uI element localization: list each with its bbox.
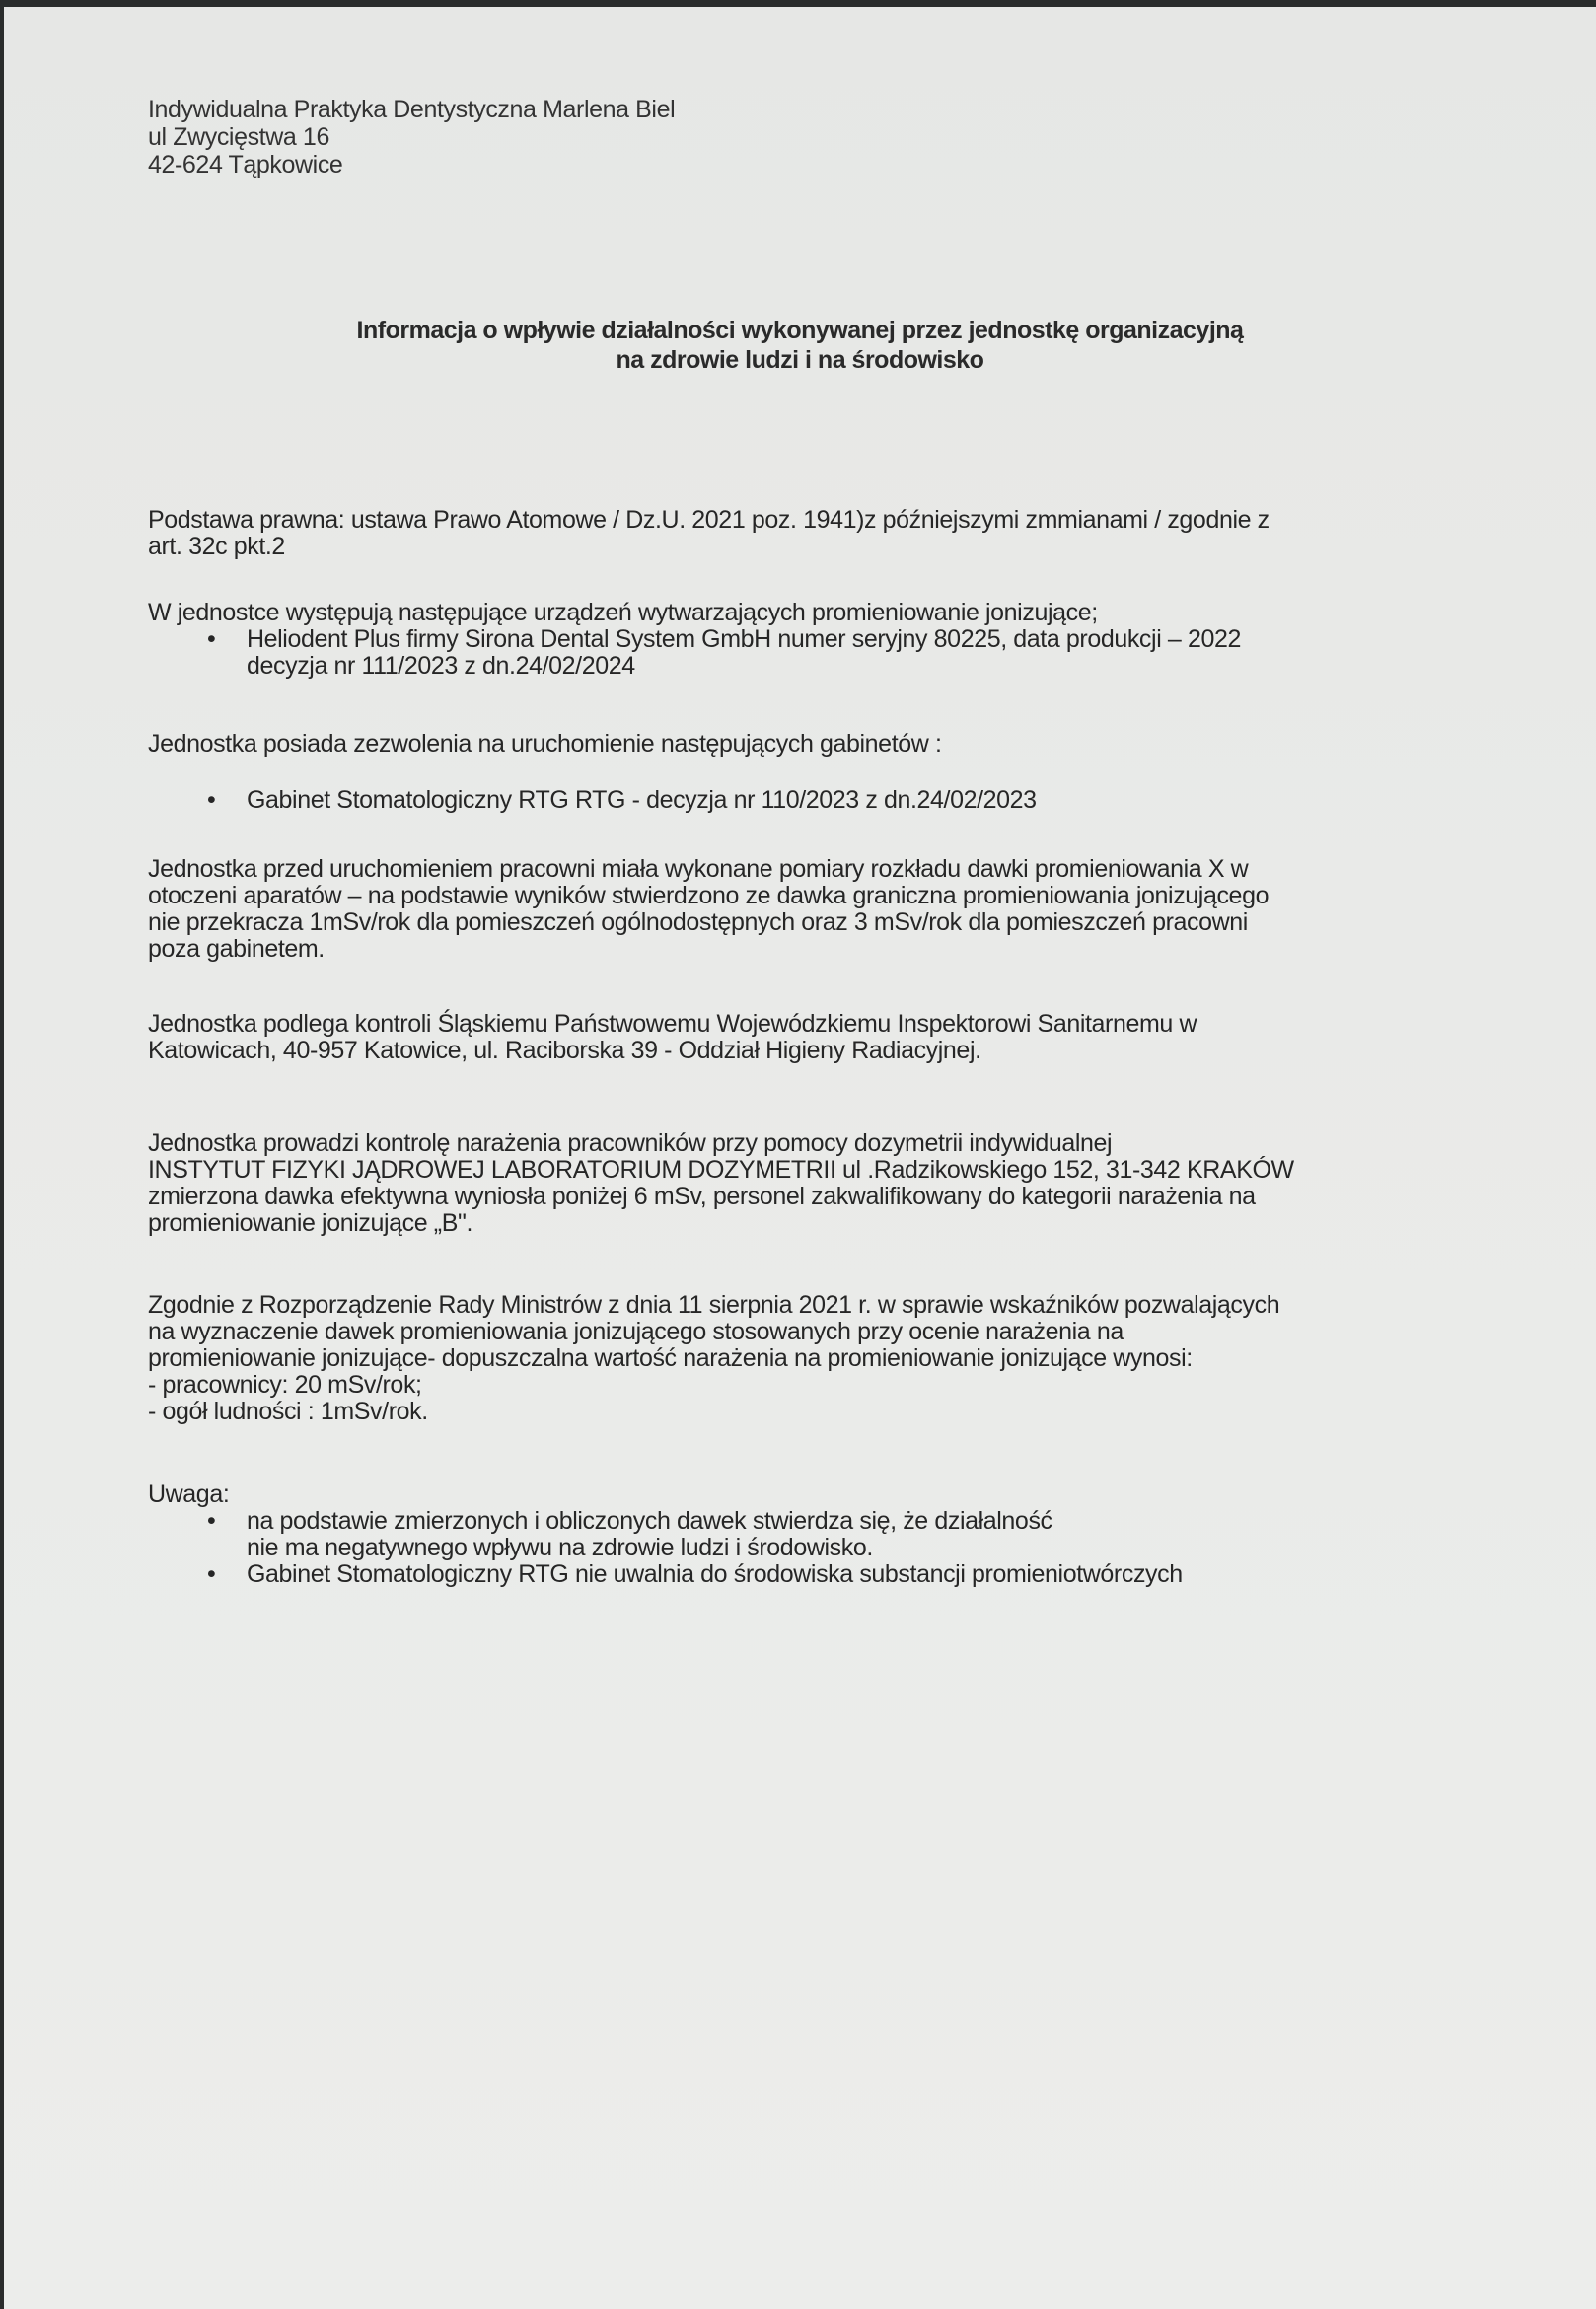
paragraph-line: - ogół ludności : 1mSv/rok. <box>148 1398 428 1425</box>
device-list-item <box>148 626 1241 680</box>
paragraph-line: nie przekracza 1mSv/rok dla pomieszczeń ogólnodostępnych oraz 3 mSv/rok dla pomieszczeń pracowni <box>148 908 1248 936</box>
paragraph-line: - pracownicy: 20 mSv/rok; <box>148 1371 422 1399</box>
paragraph-line: INSTYTUT FIZYKI JĄDROWEJ LABORATORIUM DOZYMETRII ul .Radzikowskiego 152, 31-342 KRAKÓW <box>148 1156 1294 1184</box>
document-title <box>4 316 1596 375</box>
paragraph-line: promieniowanie jonizujące- dopuszczalna wartość narażenia na promieniowanie jonizujące wynosi: <box>148 1344 1193 1372</box>
title-line: Informacja o wpływie działalności wykonywanej przez jednostkę organizacyjną <box>356 317 1244 344</box>
paragraph-line: Zgodnie z Rozporządzenie Rady Ministrów z dnia 11 sierpnia 2021 r. w sprawie wskaźników pozwalających <box>148 1291 1280 1319</box>
address-line: ul Zwycięstwa 16 <box>148 123 329 151</box>
note-list-item <box>148 1508 1183 1561</box>
address-line: Indywidualna Praktyka Dentystyczna Marlena Biel <box>148 96 676 123</box>
list-item-line: nie ma negatywnego wpływu na zdrowie ludzi i środowisko. <box>247 1534 873 1561</box>
bullet-icon: • <box>207 1560 216 1588</box>
permits-intro <box>148 731 941 758</box>
paragraph-line: Jednostka przed uruchomieniem pracowni miała wykonane pomiary rozkładu dawki promieniowania X w <box>148 855 1249 883</box>
sender-address <box>148 96 675 179</box>
paragraph-line: Jednostka prowadzi kontrolę narażenia pracowników przy pomocy dozymetrii indywidualnej <box>148 1129 1113 1157</box>
paragraph-line: poza gabinetem. <box>148 935 325 963</box>
list-item-line: na podstawie zmierzonych i obliczonych dawek stwierdza się, że działalność <box>247 1507 1052 1535</box>
devices-section <box>148 600 1241 680</box>
paragraph-line: otoczeni aparatów – na podstawie wyników stwierdzono ze dawka graniczna promieniowania jonizującego <box>148 882 1270 909</box>
dosimetry-paragraph <box>148 1130 1294 1237</box>
list-item-line: Gabinet Stomatologiczny RTG nie uwalnia do środowiska substancji promieniotwórczych <box>247 1560 1183 1588</box>
list-item-line: decyzja nr 111/2023 z dn.24/02/2024 <box>247 652 635 680</box>
regulation-paragraph <box>148 1292 1279 1425</box>
permits-list <box>148 787 1037 814</box>
document-page <box>4 7 1596 2309</box>
permit-list-item <box>148 787 1037 814</box>
measurements-paragraph <box>148 856 1269 963</box>
title-line: na zdrowie ludzi i na środowisko <box>616 346 984 374</box>
note-section <box>148 1481 1183 1588</box>
legal-basis-paragraph <box>148 507 1270 560</box>
paragraph-line: promieniowanie jonizujące „B". <box>148 1209 472 1237</box>
bullet-icon: • <box>207 1507 216 1535</box>
note-label: Uwaga: <box>148 1480 230 1508</box>
paragraph-line: art. 32c pkt.2 <box>148 533 285 560</box>
supervision-paragraph <box>148 1011 1197 1064</box>
devices-intro: W jednostce występują następujące urządzeń wytwarzających promieniowanie jonizujące; <box>148 599 1098 626</box>
paragraph-line: na wyznaczenie dawek promieniowania jonizującego stosowanych przy ocenie narażenia na <box>148 1318 1124 1345</box>
note-list-item <box>148 1561 1183 1588</box>
address-line: 42-624 Tąpkowice <box>148 151 343 179</box>
list-item-line: Heliodent Plus firmy Sirona Dental System GmbH numer seryjny 80225, data produkcji – 2022 <box>247 625 1241 653</box>
paragraph-line: Jednostka podlega kontroli Śląskiemu Państwowemu Wojewódzkiemu Inspektorowi Sanitarnemu w <box>148 1010 1197 1038</box>
paragraph-line: Jednostka posiada zezwolenia na uruchomienie następujących gabinetów : <box>148 730 942 758</box>
bullet-icon: • <box>207 786 216 814</box>
paragraph-line: Katowicach, 40-957 Katowice, ul. Raciborska 39 - Oddział Higieny Radiacyjnej. <box>148 1037 981 1064</box>
paragraph-line: zmierzona dawka efektywna wyniosła poniżej 6 mSv, personel zakwalifikowany do kategorii narażenia na <box>148 1183 1256 1210</box>
bullet-icon: • <box>207 625 216 653</box>
list-item-line: Gabinet Stomatologiczny RTG RTG - decyzja nr 110/2023 z dn.24/02/2023 <box>247 786 1037 814</box>
paragraph-line: Podstawa prawna: ustawa Prawo Atomowe / Dz.U. 2021 poz. 1941)z późniejszymi zmmianami / zgodnie z <box>148 506 1270 534</box>
